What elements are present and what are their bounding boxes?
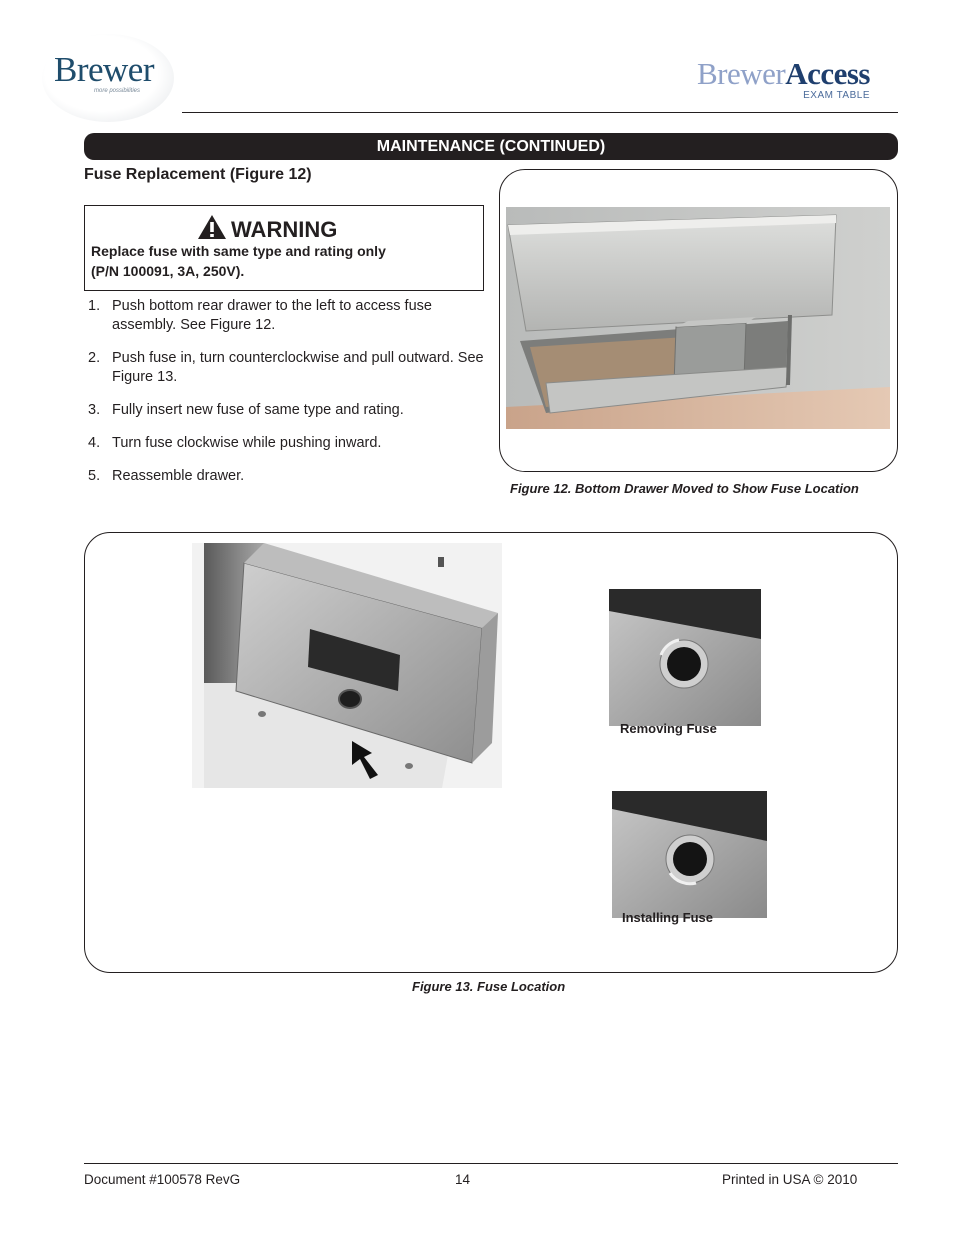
removing-fuse-photo <box>609 589 761 726</box>
step-text: Push bottom rear drawer to the left to access fuse assembly. See Figure 12. <box>112 298 432 333</box>
warning-line-1: Replace fuse with same type and rating only <box>91 243 386 259</box>
step-text: Turn fuse clockwise while pushing inward. <box>112 435 382 451</box>
brand-prefix: Brewer <box>696 56 786 91</box>
installing-fuse-photo <box>612 791 767 918</box>
section-title-bar: MAINTENANCE (CONTINUED) <box>84 133 898 160</box>
brand-suffix: Access <box>785 56 870 91</box>
warning-line-2: (P/N 100091, 3A, 250V). <box>91 263 245 279</box>
brewer-logo <box>42 34 180 124</box>
logo-wordmark: Brewer <box>54 50 155 89</box>
warning-box <box>84 205 484 291</box>
list-item <box>88 349 488 387</box>
figure-12-caption: Figure 12. Bottom Drawer Moved to Show Fuse Location <box>510 481 859 496</box>
step-number: 4. <box>88 435 101 451</box>
figure-12-photo <box>506 207 890 429</box>
printed-in: Printed in USA © 2010 <box>722 1172 858 1187</box>
step-number: 2. <box>88 350 101 366</box>
header-rule <box>182 112 898 113</box>
step-text: Push fuse in, turn counterclockwise and pull outward. See Figure 13. <box>112 350 484 385</box>
installing-fuse-label: Installing Fuse <box>622 910 714 925</box>
document-number: Document #100578 RevG <box>84 1172 241 1187</box>
figure-13-caption: Figure 13. Fuse Location <box>412 979 566 994</box>
step-number: 1. <box>88 298 101 314</box>
warning-title: WARNING <box>231 217 338 242</box>
step-text: Reassemble drawer. <box>112 468 245 484</box>
steps-list <box>88 297 488 500</box>
brand-subtitle: EXAM TABLE <box>803 90 870 101</box>
step-number: 5. <box>88 468 101 484</box>
logo-tagline: more possibilities <box>94 88 141 94</box>
list-item <box>88 467 488 486</box>
page-number: 14 <box>455 1172 471 1187</box>
brewer-access-brand <box>697 58 870 101</box>
list-item <box>88 401 488 420</box>
subheading: Fuse Replacement (Figure 12) <box>84 166 312 183</box>
step-number: 3. <box>88 402 101 418</box>
footer-rule <box>84 1163 898 1164</box>
figure-13-main-photo <box>192 543 502 788</box>
step-text: Fully insert new fuse of same type and rating. <box>112 402 404 418</box>
list-item <box>88 434 488 453</box>
removing-fuse-label: Removing Fuse <box>620 721 717 736</box>
list-item <box>88 297 488 335</box>
